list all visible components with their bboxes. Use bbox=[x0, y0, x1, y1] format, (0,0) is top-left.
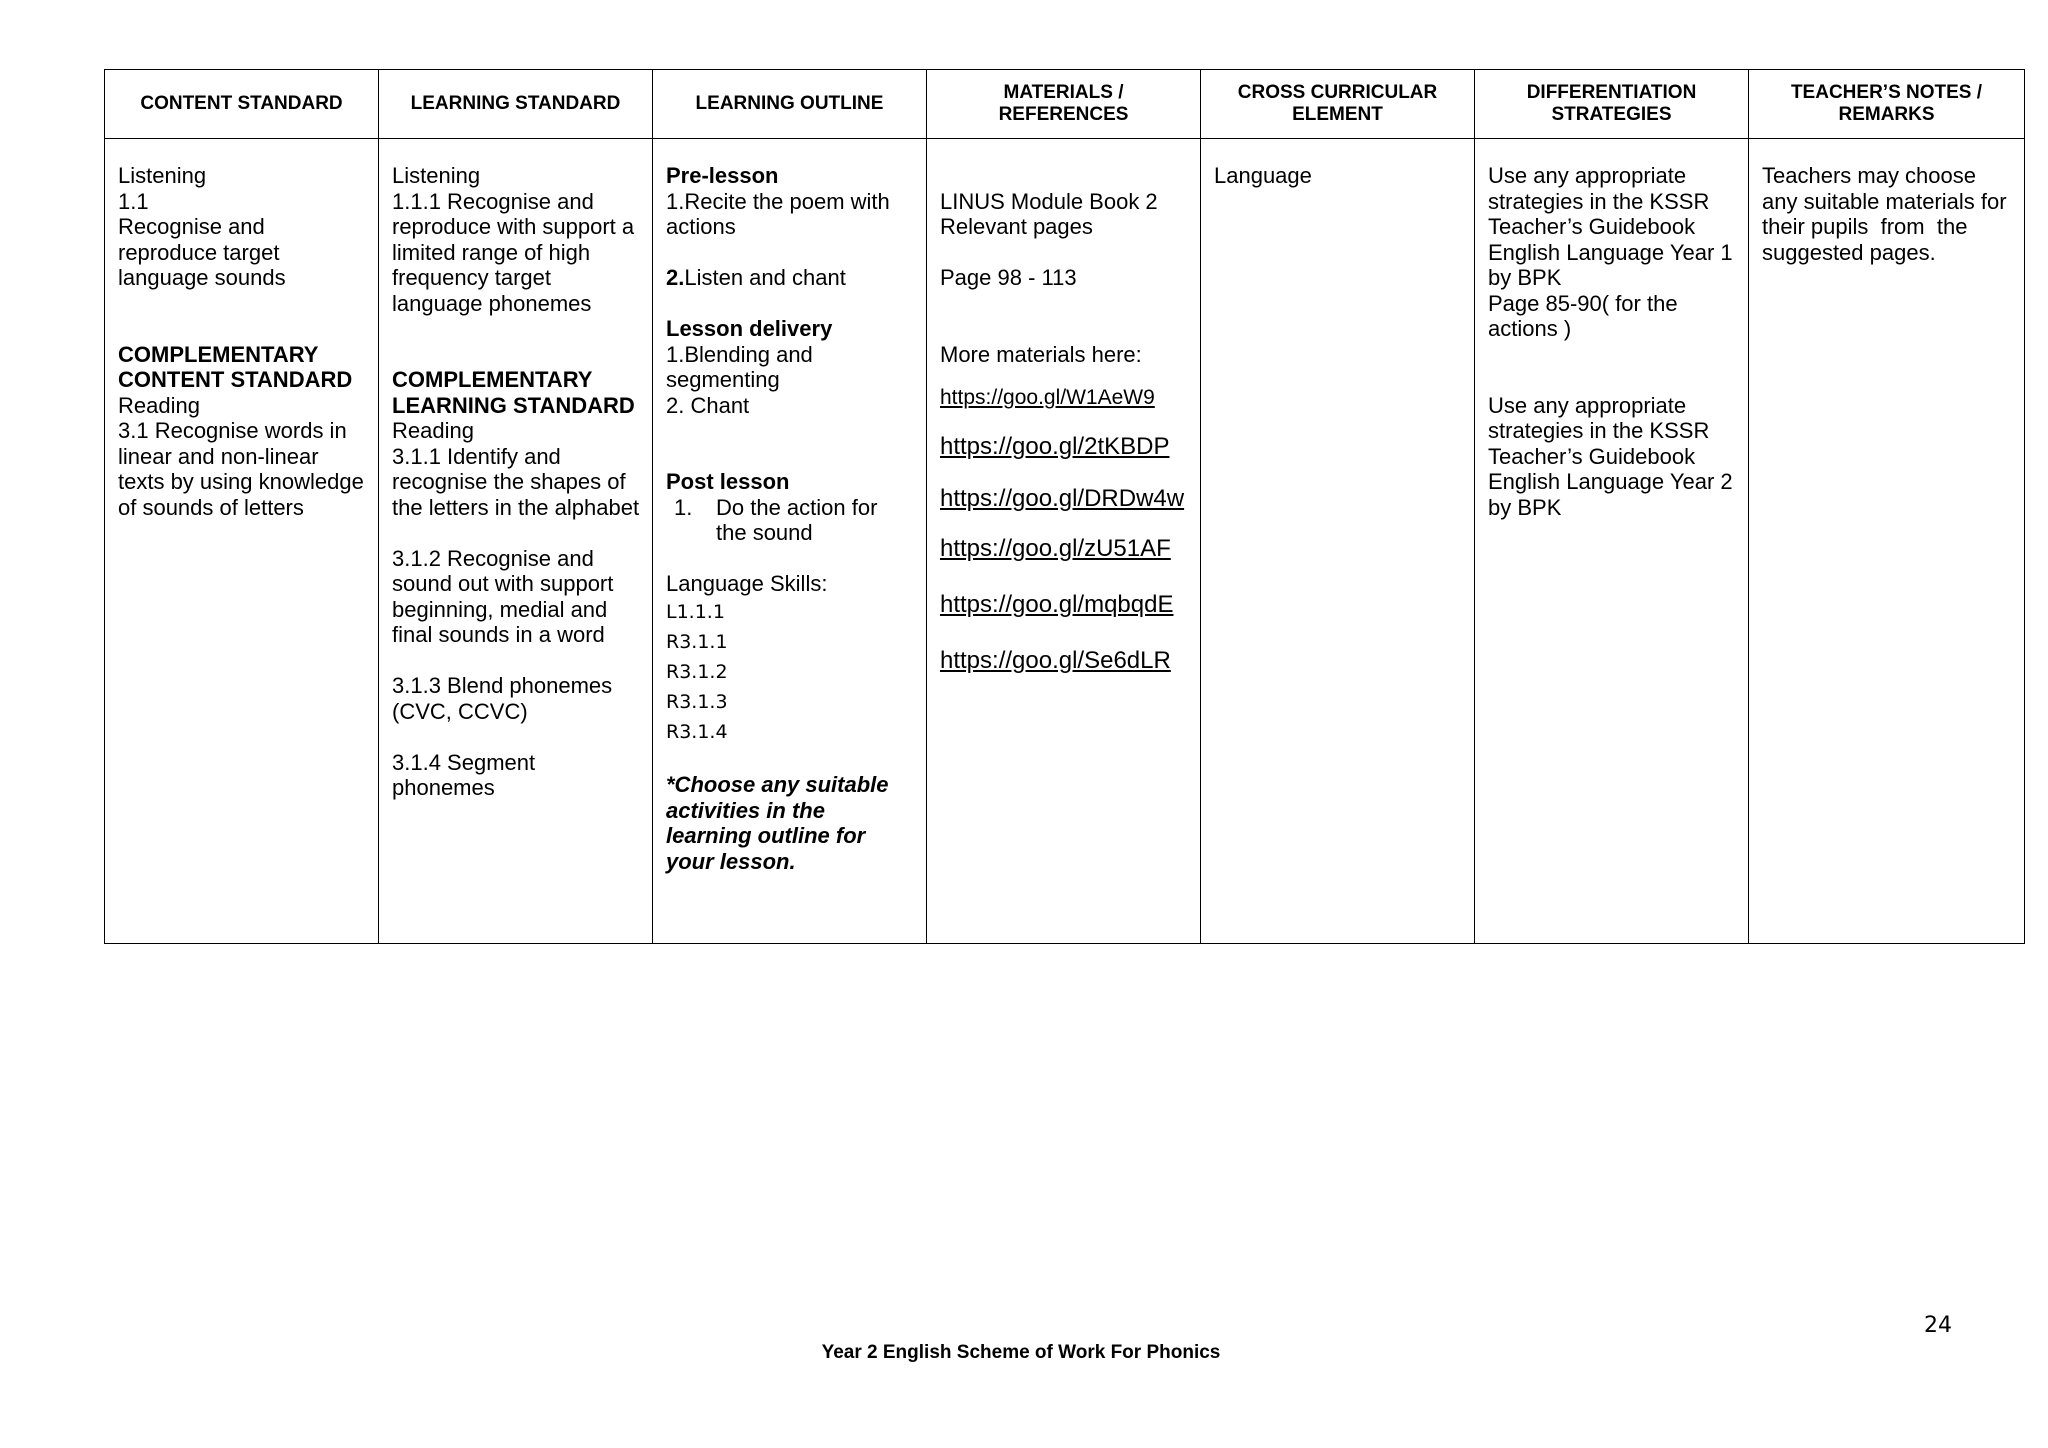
differentiation-year-1: Use any appropriate strategies in the KSSR Teacher’s Guidebook English Language Year 1 by BPK bbox=[1488, 163, 1739, 290]
scheme-of-work-table bbox=[104, 69, 2025, 944]
material-link-1[interactable]: https://goo.gl/W1AeW9 bbox=[940, 386, 1155, 409]
learning-listening-heading: Listening bbox=[392, 163, 481, 188]
header-differentiation-strategies: DIFFERENTIATION STRATEGIES bbox=[1475, 70, 1749, 139]
post-lesson-heading: Post lesson bbox=[666, 469, 790, 494]
page-footer: Year 2 English Scheme of Work For Phonics bbox=[821, 1342, 1221, 1363]
complementary-content-heading: COMPLEMENTARY CONTENT STANDARD bbox=[118, 341, 353, 392]
post-lesson-item bbox=[666, 495, 914, 546]
material-link-3[interactable]: https://goo.gl/DRDw4w bbox=[940, 485, 1185, 512]
differentiation-year-2: Use any appropriate strategies in the KSSR Teacher’s Guidebook English Language Year 2 by BPK bbox=[1488, 392, 1739, 520]
content-standard-number: 1.1 bbox=[118, 188, 149, 214]
learning-item-313: 3.1.3 Blend phonemes (CVC, CCVC) bbox=[392, 673, 619, 724]
outline-note: *Choose any suitable activities in the learning outline for your lesson. bbox=[666, 772, 895, 874]
cell-learning-outline bbox=[653, 139, 927, 944]
materials-book: LINUS Module Book 2 Relevant pages bbox=[940, 188, 1164, 239]
pre-lesson-step-2-text: Listen and chant bbox=[684, 265, 846, 290]
material-link-4[interactable]: https://goo.gl/zU51AF bbox=[940, 535, 1171, 562]
cell-differentiation-strategies bbox=[1475, 139, 1749, 944]
header-materials-references: MATERIALS / REFERENCES bbox=[927, 70, 1201, 139]
learning-item-314: 3.1.4 Segment phonemes bbox=[392, 749, 542, 800]
cell-content-standard bbox=[105, 139, 379, 944]
more-materials-label: More materials here: bbox=[940, 341, 1142, 367]
post-lesson-item-number: 1. bbox=[674, 494, 693, 520]
pre-lesson-step-2-number: 2. bbox=[666, 265, 685, 290]
pre-lesson-step-1: 1.Recite the poem with actions bbox=[666, 188, 896, 239]
cell-learning-standard bbox=[379, 139, 653, 944]
table-row bbox=[105, 139, 2025, 944]
learning-listening-text: 1.1.1 Recognise and reproduce with support a limited range of high frequency target language phonemes bbox=[392, 188, 641, 316]
post-lesson-item-text: Do the action for the sound bbox=[716, 494, 878, 545]
language-skills-heading: Language Skills: bbox=[666, 571, 828, 596]
header-teachers-notes-remarks: TEACHER’S NOTES / REMARKS bbox=[1749, 70, 2025, 139]
complementary-learning-heading: COMPLEMENTARY LEARNING STANDARD bbox=[392, 367, 635, 418]
header-cross-curricular-element: CROSS CURRICULAR ELEMENT bbox=[1201, 70, 1475, 139]
content-reading-heading: Reading bbox=[118, 392, 200, 418]
material-link-5[interactable]: https://goo.gl/mqbqdE bbox=[940, 591, 1174, 618]
differentiation-year-1-pages: Page 85-90( for the actions ) bbox=[1488, 290, 1684, 341]
language-skills-list bbox=[666, 597, 914, 747]
materials-pages: Page 98 - 113 bbox=[940, 265, 1077, 290]
language-skill-item: R3.1.2 bbox=[666, 660, 728, 683]
learning-reading-heading: Reading bbox=[392, 418, 474, 443]
learning-item-312: 3.1.2 Recognise and sound out with support beginning, medial and final sounds in a word bbox=[392, 545, 620, 647]
content-listening-heading: Listening bbox=[118, 163, 207, 188]
teachers-notes-text: Teachers may choose any suitable materials for their pupils from the suggested pages. bbox=[1762, 163, 2013, 265]
language-skill-item: L1.1.1 bbox=[666, 600, 725, 623]
language-skill-item: R3.1.3 bbox=[666, 690, 728, 713]
header-content-standard: CONTENT STANDARD bbox=[105, 70, 379, 139]
content-reading-text: 3.1 Recognise words in linear and non-linear texts by using knowledge of sounds of letters bbox=[118, 418, 370, 520]
cell-teachers-notes bbox=[1749, 139, 2025, 944]
learning-item-311: 3.1.1 Identify and recognise the shapes of the letters in the alphabet bbox=[392, 443, 640, 520]
lesson-delivery-heading: Lesson delivery bbox=[666, 316, 833, 341]
table-header-row bbox=[105, 70, 2025, 139]
material-link-6[interactable]: https://goo.gl/Se6dLR bbox=[940, 647, 1171, 674]
content-standard-text: Recognise and reproduce target language sounds bbox=[118, 214, 286, 290]
material-link-2[interactable]: https://goo.gl/2tKBDP bbox=[940, 433, 1170, 460]
header-learning-outline: LEARNING OUTLINE bbox=[653, 70, 927, 139]
lesson-delivery-step-1: 1.Blending and segmenting bbox=[666, 341, 819, 392]
pre-lesson-step-2 bbox=[666, 265, 914, 291]
cell-materials-references bbox=[927, 139, 1201, 944]
cross-curricular-text: Language bbox=[1214, 163, 1312, 188]
language-skill-item: R3.1.4 bbox=[666, 720, 728, 743]
page-number: 24 bbox=[1924, 1313, 1952, 1338]
lesson-delivery-step-2: 2. Chant bbox=[666, 392, 750, 418]
language-skill-item: R3.1.1 bbox=[666, 630, 728, 653]
pre-lesson-heading: Pre-lesson bbox=[666, 163, 779, 188]
header-learning-standard: LEARNING STANDARD bbox=[379, 70, 653, 139]
cell-cross-curricular-element bbox=[1201, 139, 1475, 944]
